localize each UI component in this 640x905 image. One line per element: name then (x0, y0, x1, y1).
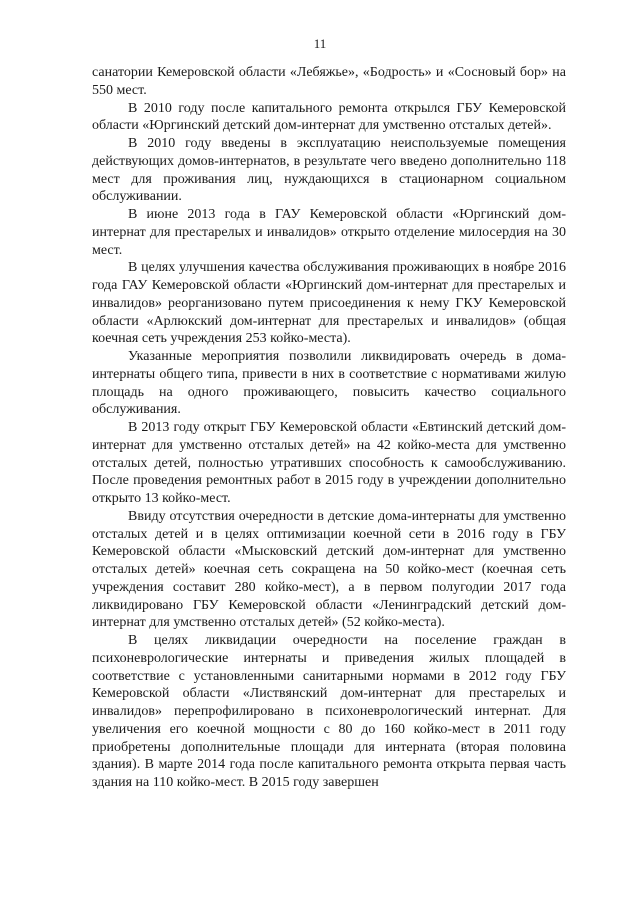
paragraph-continuation: санатории Кемеровской области «Лебяжье», «Бодрость» и «Сосновый бор» на 550 мест. (92, 65, 566, 98)
page-number: 11 (313, 36, 327, 51)
paragraph-optimization: Ввиду отсутствия очередности в детские дома-интернаты для умственно отсталых детей и в целях оптимизации коечной сети в 2016 году в ГБУ Кемеровской области «Мысковский детский дом-интернат для умственно отсталых детей» коечная сеть сокращена на 50 койко-мест (коечная сеть учреждения составит 280 койко-мест), а в первом полугодии 2017 года ликвидировано ГБУ Кемеровской области «Ленинградский детский дом-интернат для умственно отсталых детей» (52 койко-места). (92, 508, 566, 631)
body-text (92, 64, 566, 792)
paragraph-yurga-childrens-home: В 2010 году после капитального ремонта открылся ГБУ Кемеровской области «Юргинский детский дом-интернат для умственно отсталых детей». (92, 100, 566, 134)
paragraph-queue-eliminated: Указанные мероприятия позволили ликвидировать очередь в дома-интернаты общего типа, привести в них в соответствие с нормативами жилую площадь на одного проживающего, повысить качество социального обслуживания. (92, 349, 566, 418)
paragraph-unused-premises: В 2010 году введены в эксплуатацию неиспользуемые помещения действующих домов-интернатов, в результате чего введено дополнительно 118 мест для проживания лиц, нуждающихся в стационарном социальном обслуживании. (92, 136, 566, 205)
paragraph-evtinsky-home: В 2013 году открыт ГБУ Кемеровской области «Евтинский детский дом-интернат для умственно отсталых детей» на 42 койко-места для умственно отсталых детей, полностью утративших способность к самообслуживанию. После проведения ремонтных работ в 2015 году в учреждении дополнительно открыто 13 койко-мест. (92, 420, 566, 506)
paragraph-psychoneurological: В целях ликвидации очередности на поселение граждан в психоневрологические интернаты и приведения жилых площадей в соответствие с установленными санитарными нормами в 2012 году ГБУ Кемеровской области «Листвянский дом-интернат для престарелых и инвалидов» перепрофилировано в психоневрологический интернат. Для увеличения его коечной мощности с 80 до 160 койко-мест в 2011 году приобретены дополнительные площади для интерната (вторая половина здания). В марте 2014 года после капитального ремонта открыта первая часть здания на 110 койко-мест. В 2015 году завершен (92, 633, 566, 790)
paragraph-reorganization: В целях улучшения качества обслуживания проживающих в ноябре 2016 года ГАУ Кемеровской области «Юргинский дом-интернат для престарелых и инвалидов» реорганизовано путем присоединения к нему ГКУ Кемеровской области «Арлюкский дом-интернат для престарелых и инвалидов» (общая коечная сеть учреждения 253 койко-места). (92, 260, 566, 347)
paragraph-mercy-department: В июне 2013 года в ГАУ Кемеровской области «Юргинский дом-интернат для престарелых и инвалидов» открыто отделение милосердия на 30 мест. (92, 207, 566, 258)
